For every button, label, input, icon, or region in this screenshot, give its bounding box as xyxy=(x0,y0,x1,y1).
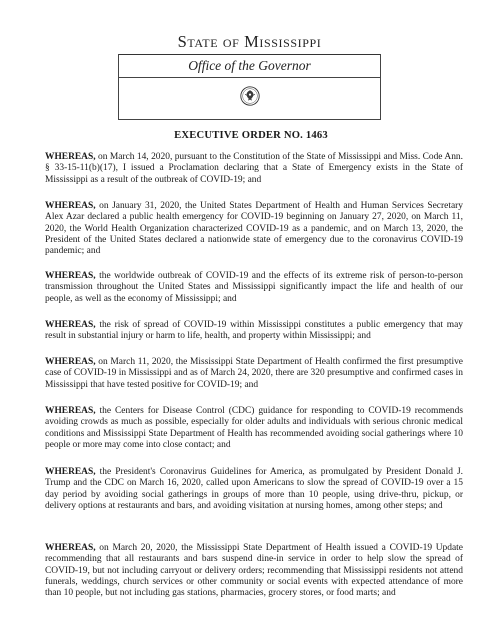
state-seal-icon xyxy=(240,86,260,106)
whereas-keyword: WHEREAS, xyxy=(45,152,96,162)
whereas-paragraph xyxy=(45,543,463,599)
whereas-keyword: WHEREAS, xyxy=(45,406,96,416)
paragraph-text: on March 11, 2020, the Mississippi State Department of Health confirmed the first presumptive case of COVID-19 in Mississippi and as of March 24, 2020, there are 320 presumptive and confirmed cases in Mississippi that have tested positive for COVID-19; and xyxy=(45,357,463,390)
whereas-paragraph xyxy=(45,201,463,257)
whereas-paragraph xyxy=(45,271,463,305)
whereas-paragraph xyxy=(45,467,463,512)
letterhead-state-name: State of Mississippi xyxy=(177,32,322,51)
whereas-keyword: WHEREAS, xyxy=(45,320,96,330)
letterhead-divider xyxy=(118,77,381,78)
whereas-paragraph xyxy=(45,406,463,451)
paragraph-text: on January 31, 2020, the United States Department of Health and Human Services Secretary Alex Azar declared a public health emergency for COVID-19 beginning on January 27, 2020, on March 11, 2020, the World Health Organization characterized COVID-19 as a pandemic, and on March 13, 2020, the President of the United States declared a nationwide state of emergency due to the coronavirus COVID-19 pandemic; and xyxy=(45,201,463,257)
whereas-paragraph xyxy=(45,320,463,343)
whereas-paragraph xyxy=(45,357,463,391)
paragraph-text: the President's Coronavirus Guidelines for America, as promulgated by President Donald J. Trump and the CDC on March 16, 2020, called upon Americans to slow the spread of COVID-19 over a 15 day period by avoiding social gatherings in groups of more than 10 people, using drive-thru, pickup, or delivery options at restaurants and bars, and avoiding visitation at nursing homes, among other steps; and xyxy=(45,467,463,511)
whereas-keyword: WHEREAS, xyxy=(45,543,96,553)
letterhead-office-name: Office of the Governor xyxy=(188,58,311,73)
paragraph-text: on March 14, 2020, pursuant to the Constitution of the State of Mississippi and Miss. Code Ann. § 33-15-11(b)(17), I issued a Proclamation declaring that a State of Emergency exists in the State of Mississippi as a result of the outbreak of COVID-19; and xyxy=(45,152,463,185)
paragraph-text: the Centers for Disease Control (CDC) guidance for responding to COVID-19 recommends avoiding crowds as much as possible, especially for older adults and individuals with serious chronic medical conditions and Mississippi State Department of Health has recommended avoiding social gatherings where 10 people or more may come into close contact; and xyxy=(45,406,463,450)
whereas-paragraph xyxy=(45,152,463,186)
executive-order-title: EXECUTIVE ORDER NO. 1463 xyxy=(174,130,328,141)
paragraph-text: on March 20, 2020, the Mississippi State Department of Health issued a COVID-19 Update recommending that all restaurants and bars suspend dine-in service in order to help slow the spread of COVID-19, but not including carryout or delivery orders; recommending that Mississippi residents not attend funerals, weddings, church services or other community or social events with expected attendance of more than 10 people, but not including gas stations, pharmacies, grocery stores, or food marts; and xyxy=(45,543,463,599)
whereas-keyword: WHEREAS, xyxy=(45,271,96,281)
paragraph-text: the worldwide outbreak of COVID-19 and the effects of its extreme risk of person-to-person transmission throughout the United States and Mississippi significantly impact the life and health of our people, as well as the economy of Mississippi; and xyxy=(45,271,463,304)
whereas-keyword: WHEREAS, xyxy=(45,357,96,367)
whereas-keyword: WHEREAS, xyxy=(45,201,96,211)
paragraph-text: the risk of spread of COVID-19 within Mississippi constitutes a public emergency that may result in substantial injury or harm to life, health, and property within Mississippi; and xyxy=(45,320,463,342)
whereas-keyword: WHEREAS, xyxy=(45,467,96,477)
letterhead xyxy=(118,28,381,120)
